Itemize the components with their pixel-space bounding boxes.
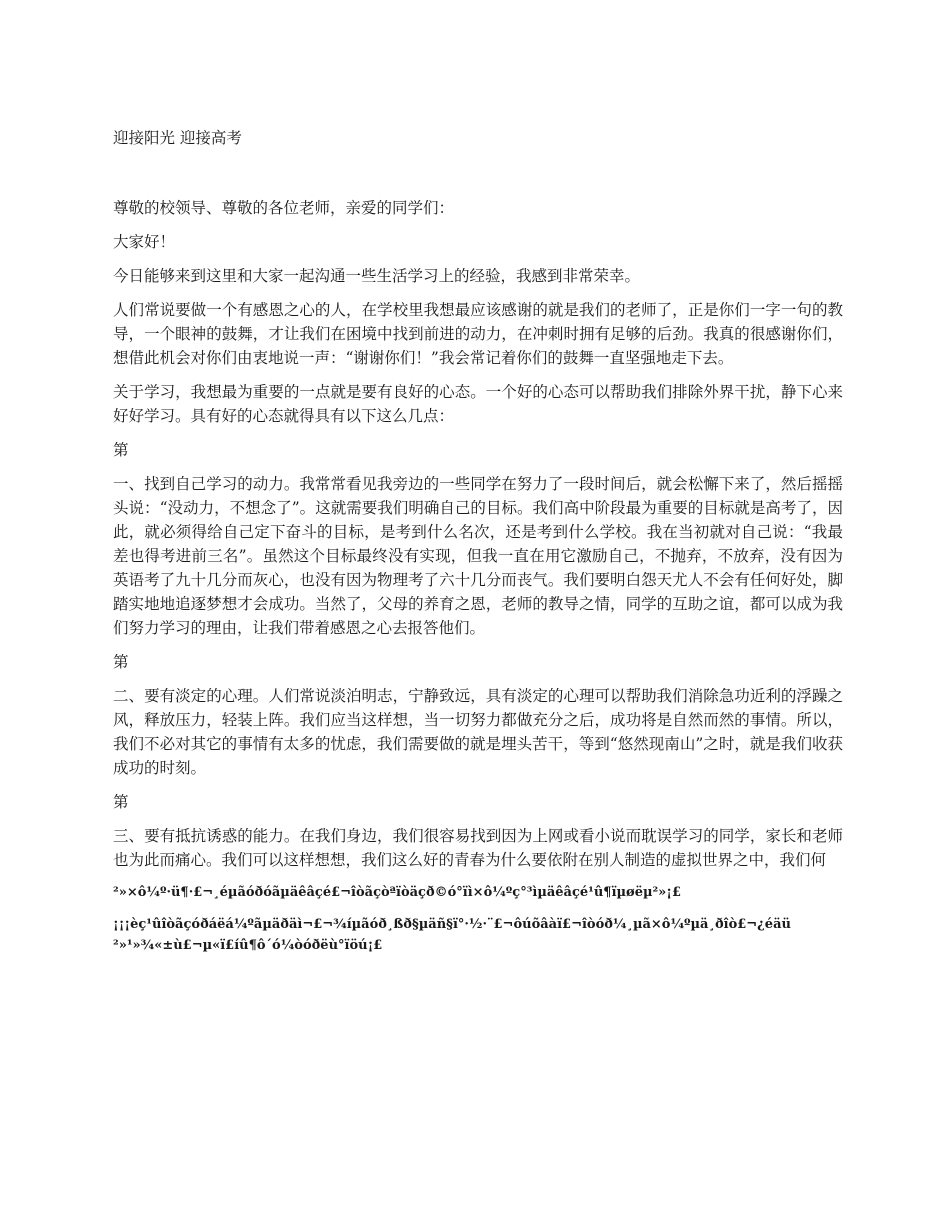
garbled-text-paragraph: ¡¡¡èç¹ûîòãçóðáëá¼ºãµäðäì¬£¬¾íµãóð¸ßð§µäñ§ï°·½·¨£¬ôúõâàï£¬îòóð¼¸µã×ô¼ºµä¸ðîò£¬¿éäü²»¹»¾«±ù£¬µ«ï£íû¶ô´ó¼òóðëù°ïöú¡£ <box>113 917 791 953</box>
ordinal-marker: 第 <box>113 653 129 671</box>
document-title: 迎接阳光 迎接高考 <box>113 129 242 147</box>
garbled-text-paragraph: ²»×ô¼º·ü¶·£¬¸éµãóðóãµäêâçé£¬îòãçòªïòäçð©ó°ïì×ô¼ºç°³ìµäêâçé¹û¶ïµøëµ²»¡£ <box>113 885 682 900</box>
point-three-paragraph: 三、要有抵抗诱惑的能力。在我们身边，我们很容易找到因为上网或看小说而耽误学习的同学，家长和老师也为此而痛心。我们可以这样想想，我们这么好的青春为什么要依附在别人制造的虚拟世界之中，我们何 <box>113 827 843 869</box>
ordinal-marker: 第 <box>113 793 129 811</box>
point-one-paragraph: 一、找到自己学习的动力。我常常看见我旁边的一些同学在努力了一段时间后，就会松懈下来了，然后摇摇头说：“没动力，不想念了”。这就需要我们明确自己的目标。我们高中阶段最为重要的目标就是高考了，因此，就必须得给自己定下奋斗的目标，是考到什么名次，还是考到什么学校。我在当初就对自己说：“我最差也得考进前三名”。虽然这个目标最终没有实现，但我一直在用它激励自己，不抛弃，不放弃，没有因为英语考了九十几分而灰心，也没有因为物理考了六十几分而丧气。我们要明白怨天尤人不会有任何好处，脚踏实地地追逐梦想才会成功。当然了，父母的养育之恩，老师的教导之情，同学的互助之谊，都可以成为我们努力学习的理由，让我们带着感恩之心去报答他们。 <box>113 475 843 637</box>
ordinal-marker: 第 <box>113 441 129 459</box>
mindset-intro-paragraph: 关于学习，我想最为重要的一点就是要有良好的心态。一个好的心态可以帮助我们排除外界干扰，静下心来好好学习。具有好的心态就得具有以下这么几点： <box>113 383 843 425</box>
salutation-paragraph: 尊敬的校领导、尊敬的各位老师，亲爱的同学们： <box>113 199 455 217</box>
point-two-paragraph: 二、要有淡定的心理。人们常说淡泊明志，宁静致远，具有淡定的心理可以帮助我们消除急功近利的浮躁之风，释放压力，轻装上阵。我们应当这样想，当一切努力都做充分之后，成功将是自然而然的事情。所以，我们不必对其它的事情有太多的忧虑，我们需要做的就是埋头苦干，等到“悠然现南山”之时，就是我们收获成功的时刻。 <box>113 687 843 777</box>
greeting-paragraph: 大家好！ <box>113 233 176 251</box>
gratitude-paragraph: 人们常说要做一个有感恩之心的人，在学校里我想最应该感谢的就是我们的老师了，正是你们一字一句的教导，一个眼神的鼓舞，才让我们在困境中找到前进的动力，在冲刺时拥有足够的后劲。我真的很感谢你们，想借此机会对你们由衷地说一声：“谢谢你们！”我会常记着你们的鼓舞一直坚强地走下去。 <box>113 301 843 367</box>
document-body <box>113 196 843 967</box>
opening-paragraph: 今日能够来到这里和大家一起沟通一些生活学习上的经验，我感到非常荣幸。 <box>113 267 641 285</box>
